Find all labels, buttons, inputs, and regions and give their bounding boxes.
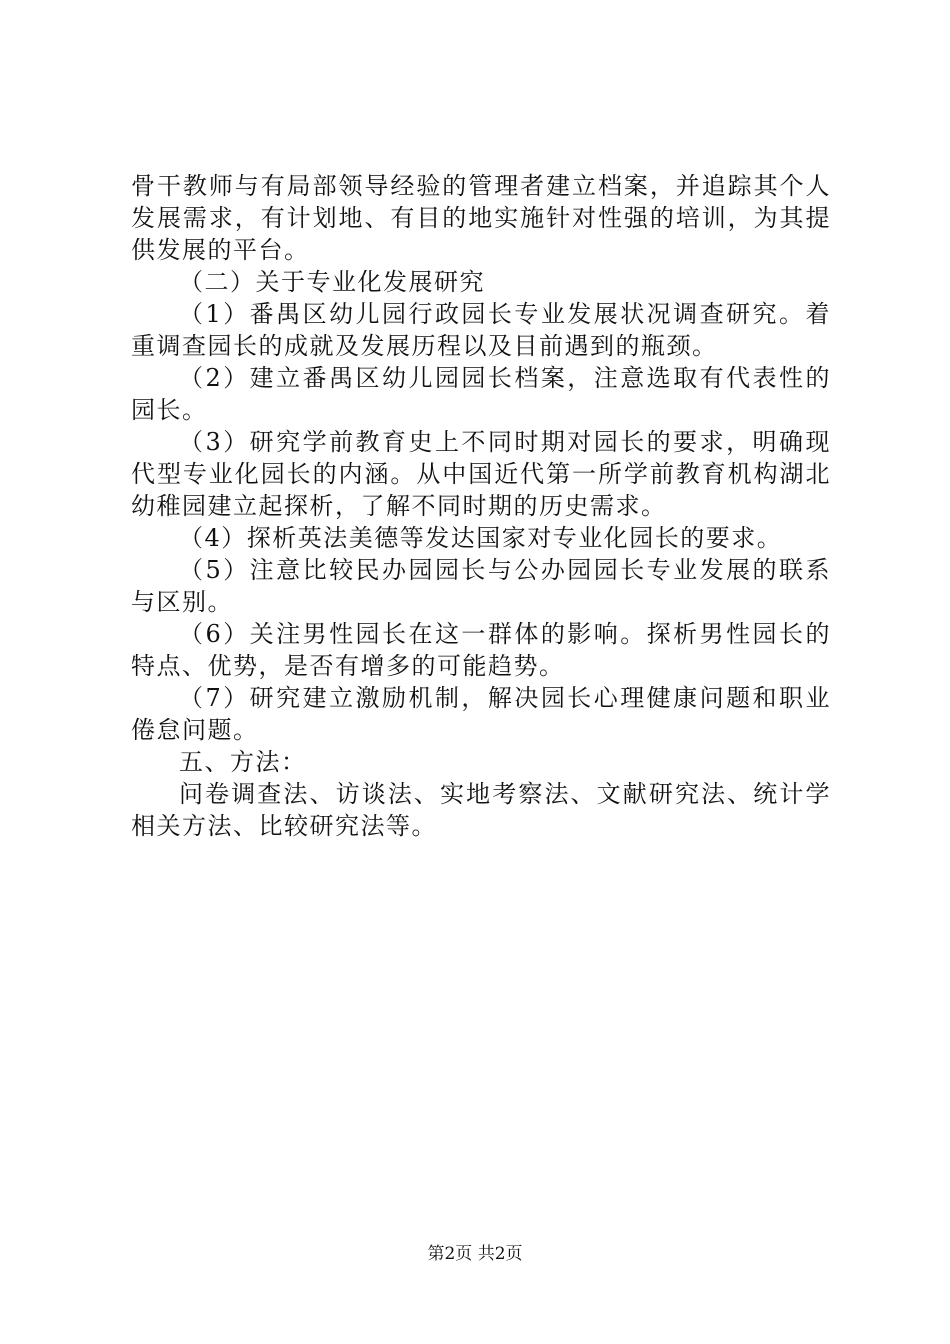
list-item-6: （6）关注男性园长在这一群体的影响。探析男性园长的特点、优势，是否有增多的可能趋势。 (131, 620, 831, 680)
list-item-7: （7）研究建立激励机制，解决园长心理健康问题和职业倦怠问题。 (131, 684, 831, 744)
list-item-4: （4）探析英法美德等发达国家对专业化园长的要求。 (179, 524, 783, 552)
page-number-label: 第2页 共2页 (427, 1244, 523, 1264)
section-heading-methods: 五、方法： (179, 748, 307, 776)
list-item-2: （2）建立番禺区幼儿园园长档案，注意选取有代表性的园长。 (131, 364, 831, 424)
methods-paragraph: 问卷调查法、访谈法、实地考察法、文献研究法、统计学相关方法、比较研究法等。 (131, 780, 831, 840)
document-body (131, 170, 831, 842)
list-item-3: （3）研究学前教育史上不同时期对园长的要求，明确现代型专业化园长的内涵。从中国近代第一所学前教育机构湖北幼稚园建立起探析，了解不同时期的历史需求。 (131, 428, 831, 520)
paragraph-continuation: 骨干教师与有局部领导经验的管理者建立档案，并追踪其个人发展需求，有计划地、有目的地实施针对性强的培训，为其提供发展的平台。 (131, 172, 831, 264)
list-item-1: （1）番禺区幼儿园行政园长专业发展状况调查研究。着重调查园长的成就及发展历程以及目前遇到的瓶颈。 (131, 300, 831, 360)
page-footer (0, 1243, 950, 1265)
list-item-5: （5）注意比较民办园园长与公办园园长专业发展的联系与区别。 (131, 556, 831, 616)
section-heading-professional-development: （二）关于专业化发展研究 (179, 268, 485, 296)
